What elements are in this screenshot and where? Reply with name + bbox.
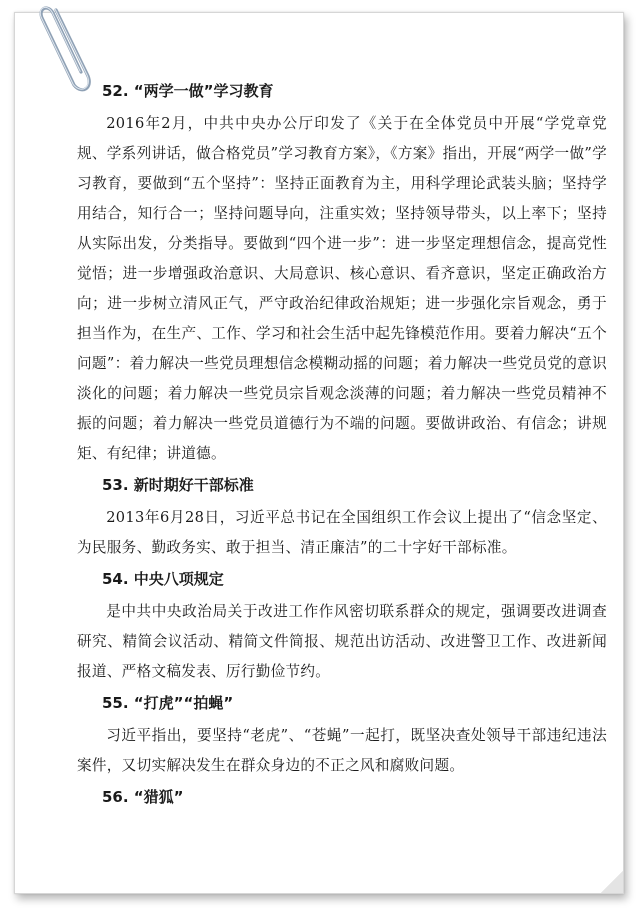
section-heading-53: 53. 新时期好干部标准 [102,476,254,494]
document-page [14,12,624,894]
section-heading-52: 52. “两学一做”学习教育 [102,82,274,100]
paperclip-icon [26,2,98,98]
page-curl [601,871,623,893]
section-body-54: 是中共中央政治局关于改进工作作风密切联系群众的规定，强调要改进调查研究、精简会议活动、精简文件简报、规范出访活动、改进警卫工作、改进新闻报道、严格文稿发表、厉行勤俭节约。 [77,603,607,680]
section-heading-56: 56. “猎狐” [102,788,184,806]
section-body-52: 2016年2月，中共中央办公厅印发了《关于在全体党员中开展“学党章党规、学系列讲话，做合格党员”学习教育方案》，《方案》指出，开展“两学一做”学习教育，要做到“五个坚持”：坚持正面教育为主，用科学理论武装头脑；坚持学用结合，知行合一；坚持问题导向，注重实效；坚持领导带头，以上率下；坚持从实际出发，分类指导。要做到“四个进一步”：进一步坚定理想信念，提高党性觉悟；进一步增强政治意识、大局意识、核心意识、看齐意识，坚定正确政治方向；进一步树立清风正气，严守政治纪律政治规矩；进一步强化宗旨观念，勇于担当作为，在生产、工作、学习和社会生活中起先锋模范作用。要着力解决“五个问题”：着力解决一些党员理想信念模糊动摇的问题；着力解决一些党员党的意识淡化的问题；着力解决一些党员宗旨观念淡薄的问题；着力解决一些党员精神不振的问题；着力解决一些党员道德行为不端的问题。要做讲政治、有信念；讲规矩、有纪律；讲道德。 [77,115,607,462]
section-heading-54: 54. 中央八项规定 [102,570,224,588]
document-content [77,79,607,815]
section-body-53: 2013年6月28日，习近平总书记在全国组织工作会议上提出了“信念坚定、为民服务、勤政务实、敢于担当、清正廉洁”的二十字好干部标准。 [77,509,607,556]
section-heading-55: 55. “打虎”“拍蝇” [102,694,234,712]
section-body-55: 习近平指出，要坚持“老虎”、“苍蝇”一起打，既坚决查处领导干部违纪违法案件，又切实解决发生在群众身边的不正之风和腐败问题。 [77,727,607,774]
